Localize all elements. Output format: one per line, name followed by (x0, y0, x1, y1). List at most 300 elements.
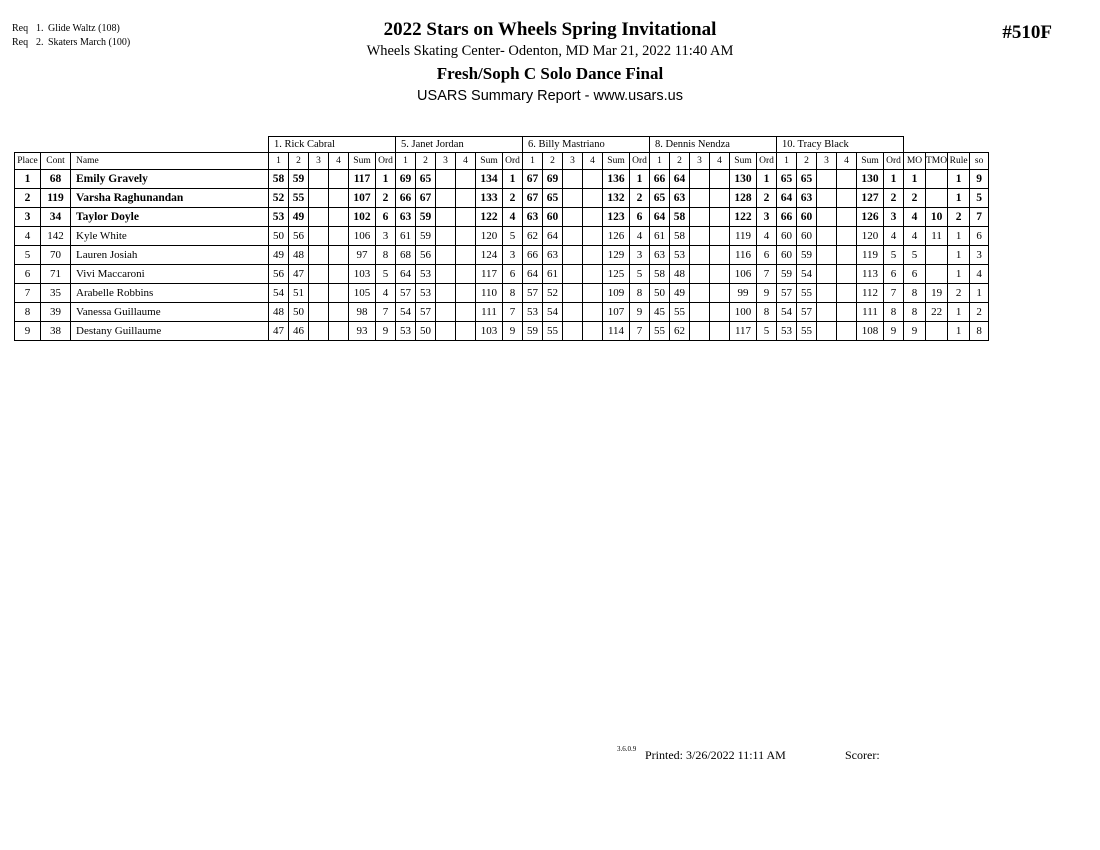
column-header: Sum (857, 153, 884, 170)
judge-sum-cell: 117 (349, 170, 376, 189)
dance-score-cell (309, 170, 329, 189)
judge-ordinal-cell: 6 (884, 265, 904, 284)
skate-order-cell: 6 (970, 227, 989, 246)
judge-sum-cell: 108 (857, 322, 884, 341)
report-subtitle: USARS Summary Report - www.usars.us (417, 88, 683, 104)
skater-name-cell: Taylor Doyle (71, 208, 269, 227)
dance-score-cell: 59 (289, 170, 309, 189)
requirement-text: Glide Waltz (108) (48, 23, 120, 34)
total-majority-ordinal-cell (926, 265, 948, 284)
judge-sum-cell: 122 (476, 208, 503, 227)
dance-score-cell (436, 265, 456, 284)
dance-score-cell (329, 303, 349, 322)
dance-score-cell (436, 208, 456, 227)
dance-score-cell: 49 (670, 284, 690, 303)
dance-score-cell: 54 (777, 303, 797, 322)
spacer-cell (970, 137, 989, 153)
dance-score-cell (710, 208, 730, 227)
place-cell: 9 (15, 322, 41, 341)
judge-header: 6. Billy Mastriano (523, 137, 650, 153)
skate-order-cell: 8 (970, 322, 989, 341)
column-header: 4 (329, 153, 349, 170)
judge-sum-cell: 124 (476, 246, 503, 265)
column-header: Sum (349, 153, 376, 170)
skater-name-cell: Emily Gravely (71, 170, 269, 189)
dance-score-cell (817, 227, 837, 246)
column-header: 1 (269, 153, 289, 170)
dance-score-cell (817, 284, 837, 303)
dance-score-cell: 55 (650, 322, 670, 341)
dance-score-cell: 54 (396, 303, 416, 322)
dance-score-cell (583, 322, 603, 341)
place-cell: 7 (15, 284, 41, 303)
total-majority-ordinal-cell: 11 (926, 227, 948, 246)
column-header: Sum (476, 153, 503, 170)
judge-sum-cell: 110 (476, 284, 503, 303)
judge-ordinal-cell: 8 (376, 246, 396, 265)
dance-score-cell: 67 (523, 189, 543, 208)
judge-ordinal-cell: 1 (503, 170, 523, 189)
dance-score-cell: 57 (797, 303, 817, 322)
column-header: Ord (503, 153, 523, 170)
dance-score-cell (710, 227, 730, 246)
dance-score-cell: 49 (289, 208, 309, 227)
contestant-number-cell: 119 (41, 189, 71, 208)
requirement-label: Req (12, 37, 29, 48)
judge-ordinal-cell: 8 (630, 284, 650, 303)
contestant-number-cell: 71 (41, 265, 71, 284)
dance-score-cell: 56 (416, 246, 436, 265)
judge-ordinal-cell: 3 (376, 227, 396, 246)
dance-score-cell: 53 (777, 322, 797, 341)
place-cell: 1 (15, 170, 41, 189)
dance-score-cell: 59 (416, 208, 436, 227)
judge-ordinal-cell: 7 (503, 303, 523, 322)
page-title: 2022 Stars on Wheels Spring Invitational (383, 19, 717, 40)
dance-score-cell: 53 (416, 284, 436, 303)
dance-score-cell (563, 284, 583, 303)
judge-ordinal-cell: 6 (503, 265, 523, 284)
column-header: 4 (710, 153, 730, 170)
judge-ordinal-cell: 1 (630, 170, 650, 189)
dance-score-cell (690, 189, 710, 208)
column-header: Place (15, 153, 41, 170)
dance-score-cell: 61 (650, 227, 670, 246)
column-header: Ord (630, 153, 650, 170)
dance-score-cell: 56 (289, 227, 309, 246)
dance-score-cell (837, 246, 857, 265)
place-cell: 8 (15, 303, 41, 322)
judge-sum-cell: 119 (857, 246, 884, 265)
judge-header: 10. Tracy Black (777, 137, 904, 153)
dance-score-cell: 63 (670, 189, 690, 208)
dance-score-cell: 59 (797, 246, 817, 265)
judge-ordinal-cell: 6 (630, 208, 650, 227)
column-header: 2 (543, 153, 563, 170)
judge-header-row (15, 137, 989, 153)
judge-sum-cell: 106 (730, 265, 757, 284)
judge-ordinal-cell: 8 (503, 284, 523, 303)
dance-score-cell: 53 (416, 265, 436, 284)
dance-score-cell: 64 (777, 189, 797, 208)
dance-score-cell: 64 (650, 208, 670, 227)
dance-score-cell (309, 246, 329, 265)
dance-score-cell (690, 284, 710, 303)
judge-ordinal-cell: 8 (757, 303, 777, 322)
dance-score-cell (837, 322, 857, 341)
dance-score-cell (309, 208, 329, 227)
majority-ordinal-cell: 9 (904, 322, 926, 341)
majority-ordinal-cell: 2 (904, 189, 926, 208)
judge-sum-cell: 117 (730, 322, 757, 341)
column-header: 4 (456, 153, 476, 170)
dance-score-cell (329, 322, 349, 341)
judge-sum-cell: 106 (349, 227, 376, 246)
dance-score-cell (563, 170, 583, 189)
dance-score-cell: 55 (797, 322, 817, 341)
contestant-number-cell: 35 (41, 284, 71, 303)
dance-score-cell: 68 (396, 246, 416, 265)
dance-score-cell (563, 208, 583, 227)
dance-score-cell (436, 189, 456, 208)
judge-sum-cell: 111 (476, 303, 503, 322)
dance-score-cell (690, 170, 710, 189)
skate-order-cell: 5 (970, 189, 989, 208)
dance-score-cell (690, 265, 710, 284)
dance-score-cell: 57 (777, 284, 797, 303)
judge-ordinal-cell: 7 (884, 284, 904, 303)
dance-score-cell: 53 (396, 322, 416, 341)
dance-score-cell: 63 (523, 208, 543, 227)
dance-score-cell (583, 265, 603, 284)
judge-ordinal-cell: 5 (503, 227, 523, 246)
column-header: 1 (396, 153, 416, 170)
judge-ordinal-cell: 9 (376, 322, 396, 341)
judge-sum-cell: 116 (730, 246, 757, 265)
column-header: Sum (603, 153, 630, 170)
column-header: so (970, 153, 989, 170)
skater-name-cell: Arabelle Robbins (71, 284, 269, 303)
dance-score-cell: 55 (670, 303, 690, 322)
majority-ordinal-cell: 4 (904, 227, 926, 246)
dance-score-cell: 63 (543, 246, 563, 265)
venue-line: Wheels Skating Center- Odenton, MD Mar 21, 2022 11:40 AM (366, 43, 734, 59)
table-row (15, 246, 989, 265)
dance-score-cell: 61 (543, 265, 563, 284)
judge-sum-cell: 119 (730, 227, 757, 246)
dance-score-cell: 60 (797, 227, 817, 246)
contestant-number-cell: 38 (41, 322, 71, 341)
dance-score-cell (563, 246, 583, 265)
dance-score-cell: 57 (416, 303, 436, 322)
table-row (15, 322, 989, 341)
dance-score-cell (690, 227, 710, 246)
dance-score-cell (563, 227, 583, 246)
judge-ordinal-cell: 8 (884, 303, 904, 322)
dance-score-cell: 50 (650, 284, 670, 303)
spacer-cell (71, 137, 269, 153)
dance-score-cell (583, 170, 603, 189)
judge-sum-cell: 112 (857, 284, 884, 303)
judge-sum-cell: 97 (349, 246, 376, 265)
column-header: 2 (289, 153, 309, 170)
dance-score-cell (563, 322, 583, 341)
dance-score-cell (837, 208, 857, 227)
dance-score-cell (583, 303, 603, 322)
column-header: Name (71, 153, 269, 170)
dance-score-cell: 47 (269, 322, 289, 341)
skate-order-cell: 9 (970, 170, 989, 189)
column-header: Rule (948, 153, 970, 170)
judge-sum-cell: 103 (349, 265, 376, 284)
judge-sum-cell: 132 (603, 189, 630, 208)
judge-sum-cell: 126 (603, 227, 630, 246)
dance-score-cell (456, 189, 476, 208)
skater-name-cell: Varsha Raghunandan (71, 189, 269, 208)
dance-score-cell: 69 (543, 170, 563, 189)
dance-score-cell (710, 284, 730, 303)
judge-sum-cell: 107 (349, 189, 376, 208)
table-row (15, 170, 989, 189)
judge-ordinal-cell: 1 (884, 170, 904, 189)
judge-ordinal-cell: 2 (376, 189, 396, 208)
dance-score-cell (329, 284, 349, 303)
column-header: Ord (376, 153, 396, 170)
total-majority-ordinal-cell: 19 (926, 284, 948, 303)
judge-ordinal-cell: 7 (630, 322, 650, 341)
rule-cell: 2 (948, 208, 970, 227)
column-header: Cont (41, 153, 71, 170)
dance-score-cell (817, 322, 837, 341)
dance-score-cell (583, 227, 603, 246)
judge-ordinal-cell: 3 (503, 246, 523, 265)
dance-score-cell: 56 (269, 265, 289, 284)
dance-score-cell: 65 (416, 170, 436, 189)
judge-ordinal-cell: 3 (630, 246, 650, 265)
dance-score-cell: 59 (523, 322, 543, 341)
event-title: Fresh/Soph C Solo Dance Final (436, 64, 664, 83)
dance-score-cell: 58 (650, 265, 670, 284)
column-header-row (15, 153, 989, 170)
judge-header: 5. Janet Jordan (396, 137, 523, 153)
judge-ordinal-cell: 4 (376, 284, 396, 303)
scorer-label: Scorer: (845, 748, 880, 762)
majority-ordinal-cell: 4 (904, 208, 926, 227)
dance-score-cell (436, 303, 456, 322)
judge-ordinal-cell: 9 (757, 284, 777, 303)
column-header: 3 (436, 153, 456, 170)
column-header: TMO (926, 153, 948, 170)
judge-sum-cell: 127 (857, 189, 884, 208)
judge-ordinal-cell: 2 (884, 189, 904, 208)
event-code: #510F (1002, 22, 1052, 43)
dance-score-cell (817, 246, 837, 265)
dance-score-cell (309, 303, 329, 322)
contestant-number-cell: 70 (41, 246, 71, 265)
table-row (15, 189, 989, 208)
requirement-text: Skaters March (100) (48, 37, 131, 48)
dance-score-cell (456, 322, 476, 341)
dance-score-cell: 66 (650, 170, 670, 189)
dance-score-cell: 59 (416, 227, 436, 246)
dance-score-cell: 59 (777, 265, 797, 284)
dance-score-cell: 55 (543, 322, 563, 341)
dance-score-cell (436, 322, 456, 341)
place-cell: 2 (15, 189, 41, 208)
dance-score-cell (817, 170, 837, 189)
column-header: 2 (797, 153, 817, 170)
dance-score-cell (690, 303, 710, 322)
dance-score-cell (329, 246, 349, 265)
column-header: 1 (650, 153, 670, 170)
judge-ordinal-cell: 5 (630, 265, 650, 284)
rule-cell: 1 (948, 189, 970, 208)
dance-score-cell (837, 284, 857, 303)
dance-score-cell (837, 189, 857, 208)
judge-sum-cell: 129 (603, 246, 630, 265)
skate-order-cell: 4 (970, 265, 989, 284)
dance-score-cell (710, 322, 730, 341)
results-table (14, 136, 989, 341)
dance-score-cell: 54 (269, 284, 289, 303)
column-header: 3 (690, 153, 710, 170)
judge-ordinal-cell: 2 (757, 189, 777, 208)
dance-score-cell (436, 284, 456, 303)
column-header: 1 (777, 153, 797, 170)
majority-ordinal-cell: 6 (904, 265, 926, 284)
column-header: 2 (416, 153, 436, 170)
skate-order-cell: 7 (970, 208, 989, 227)
dance-score-cell (837, 170, 857, 189)
judge-ordinal-cell: 1 (757, 170, 777, 189)
dance-score-cell (583, 284, 603, 303)
dance-score-cell: 65 (797, 170, 817, 189)
dance-score-cell: 64 (523, 265, 543, 284)
judge-sum-cell: 134 (476, 170, 503, 189)
dance-score-cell: 48 (670, 265, 690, 284)
judge-ordinal-cell: 9 (884, 322, 904, 341)
column-header: 3 (563, 153, 583, 170)
judge-ordinal-cell: 5 (884, 246, 904, 265)
dance-score-cell: 61 (396, 227, 416, 246)
judge-ordinal-cell: 6 (376, 208, 396, 227)
dance-score-cell: 53 (523, 303, 543, 322)
judge-sum-cell: 120 (476, 227, 503, 246)
dance-score-cell: 58 (670, 227, 690, 246)
skater-name-cell: Vanessa Guillaume (71, 303, 269, 322)
dance-score-cell: 62 (670, 322, 690, 341)
judge-sum-cell: 100 (730, 303, 757, 322)
dance-score-cell: 64 (543, 227, 563, 246)
dance-score-cell: 66 (523, 246, 543, 265)
judge-sum-cell: 93 (349, 322, 376, 341)
dance-score-cell: 66 (396, 189, 416, 208)
dance-score-cell: 65 (543, 189, 563, 208)
skater-name-cell: Vivi Maccaroni (71, 265, 269, 284)
skater-name-cell: Kyle White (71, 227, 269, 246)
dance-score-cell: 53 (670, 246, 690, 265)
column-header: Ord (884, 153, 904, 170)
judge-ordinal-cell: 4 (757, 227, 777, 246)
judge-ordinal-cell: 9 (630, 303, 650, 322)
table-row (15, 284, 989, 303)
dance-score-cell (817, 265, 837, 284)
dance-score-cell: 63 (797, 189, 817, 208)
dance-score-cell: 63 (650, 246, 670, 265)
dance-score-cell (456, 170, 476, 189)
column-header: Ord (757, 153, 777, 170)
skater-name-cell: Lauren Josiah (71, 246, 269, 265)
column-header: 1 (523, 153, 543, 170)
rule-cell: 2 (948, 284, 970, 303)
printed-timestamp: Printed: 3/26/2022 11:11 AM (645, 748, 786, 762)
judge-sum-cell: 111 (857, 303, 884, 322)
dance-score-cell (690, 246, 710, 265)
dance-score-cell (817, 208, 837, 227)
dance-score-cell (583, 189, 603, 208)
judge-sum-cell: 126 (857, 208, 884, 227)
dance-score-cell (329, 189, 349, 208)
total-majority-ordinal-cell (926, 170, 948, 189)
judge-ordinal-cell: 4 (503, 208, 523, 227)
total-majority-ordinal-cell (926, 322, 948, 341)
judge-sum-cell: 113 (857, 265, 884, 284)
dance-score-cell: 52 (543, 284, 563, 303)
dance-score-cell: 57 (523, 284, 543, 303)
table-row (15, 265, 989, 284)
dance-score-cell: 63 (396, 208, 416, 227)
dance-score-cell (456, 303, 476, 322)
skater-name-cell: Destany Guillaume (71, 322, 269, 341)
dance-score-cell: 69 (396, 170, 416, 189)
spacer-cell (15, 137, 41, 153)
column-header: 2 (670, 153, 690, 170)
dance-score-cell: 51 (289, 284, 309, 303)
rule-cell: 1 (948, 170, 970, 189)
dance-score-cell: 50 (289, 303, 309, 322)
dance-score-cell (456, 284, 476, 303)
dance-score-cell: 45 (650, 303, 670, 322)
dance-score-cell: 66 (777, 208, 797, 227)
dance-score-cell: 62 (523, 227, 543, 246)
dance-score-cell: 52 (269, 189, 289, 208)
dance-score-cell: 48 (269, 303, 289, 322)
column-header: 3 (309, 153, 329, 170)
rule-cell: 1 (948, 227, 970, 246)
dance-score-cell (563, 303, 583, 322)
column-header: Sum (730, 153, 757, 170)
dance-score-cell: 46 (289, 322, 309, 341)
table-row (15, 208, 989, 227)
judge-sum-cell: 128 (730, 189, 757, 208)
dance-score-cell (329, 208, 349, 227)
judge-sum-cell: 123 (603, 208, 630, 227)
contestant-number-cell: 142 (41, 227, 71, 246)
judge-ordinal-cell: 2 (630, 189, 650, 208)
column-header: MO (904, 153, 926, 170)
dance-score-cell: 54 (543, 303, 563, 322)
dance-score-cell (456, 246, 476, 265)
dance-score-cell (436, 227, 456, 246)
dance-score-cell (456, 227, 476, 246)
dance-score-cell (690, 208, 710, 227)
dance-score-cell: 60 (777, 227, 797, 246)
contestant-number-cell: 39 (41, 303, 71, 322)
spacer-cell (41, 137, 71, 153)
judge-sum-cell: 103 (476, 322, 503, 341)
judge-sum-cell: 120 (857, 227, 884, 246)
judge-ordinal-cell: 3 (757, 208, 777, 227)
